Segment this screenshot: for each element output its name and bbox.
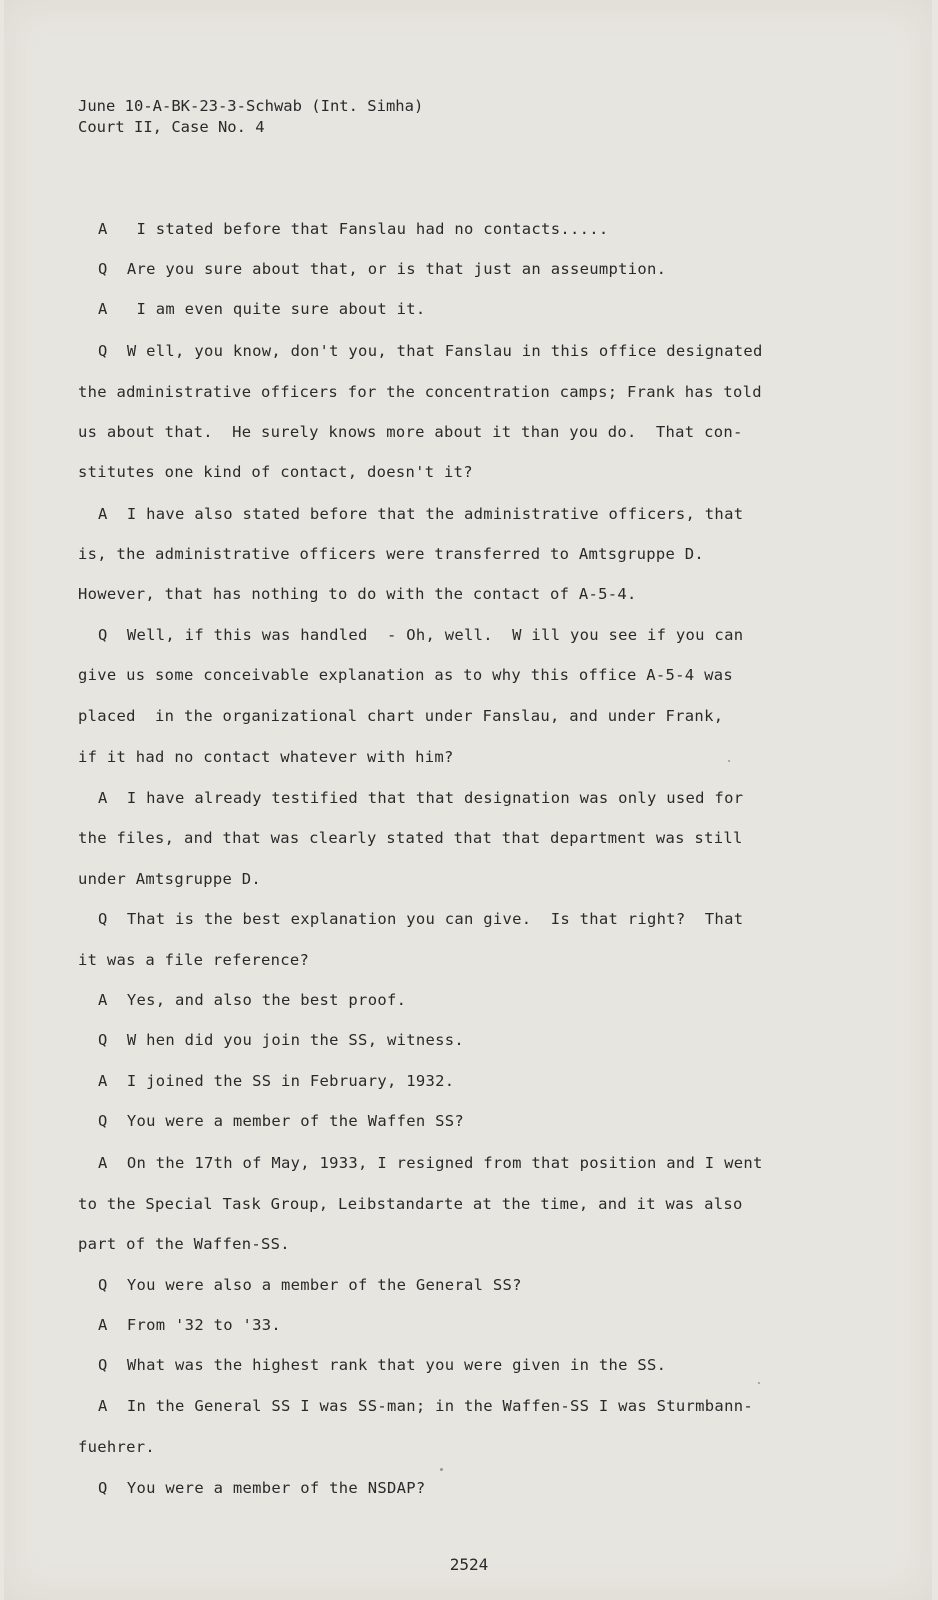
- transcript-line-16: the files, and that was clearly stated that that department was still: [78, 829, 743, 847]
- transcript-line-10: However, that has nothing to do with the contact of A-5-4.: [78, 585, 637, 603]
- transcript-line-21: Q W hen did you join the SS, witness.: [98, 1031, 465, 1049]
- transcript-line-31: fuehrer.: [78, 1438, 156, 1456]
- transcript-line-8: A I have also stated before that the administrative officers, that: [98, 505, 744, 523]
- transcript-line-23: Q You were a member of the Waffen SS?: [98, 1112, 465, 1130]
- paper-speck: [758, 1382, 760, 1384]
- page-number: 2524: [449, 1555, 489, 1574]
- transcript-line-3: A I am even quite sure about it.: [98, 300, 426, 318]
- transcript-line-20: A Yes, and also the best proof.: [98, 991, 407, 1009]
- transcript-line-19: it was a file reference?: [78, 951, 310, 969]
- transcript-line-12: give us some conceivable explanation as to why this office A-5-4 was: [78, 666, 733, 684]
- transcript-line-30: A In the General SS I was SS-man; in the Waffen-SS I was Sturmbann-: [98, 1397, 753, 1415]
- header-court-case: Court II, Case No. 4: [78, 118, 265, 136]
- transcript-line-11: Q Well, if this was handled - Oh, well. W ill you see if you can: [98, 626, 744, 644]
- transcript-line-26: part of the Waffen-SS.: [78, 1235, 290, 1253]
- transcript-line-1: A I stated before that Fanslau had no contacts.....: [98, 220, 609, 238]
- paper-speck: [728, 760, 730, 762]
- transcript-line-27: Q You were also a member of the General SS?: [98, 1276, 522, 1294]
- transcript-line-14: if it had no contact whatever with him?: [78, 748, 454, 766]
- transcript-line-22: A I joined the SS in February, 1932.: [98, 1072, 455, 1090]
- transcript-line-17: under Amtsgruppe D.: [78, 870, 262, 888]
- transcript-line-25: to the Special Task Group, Leibstandarte at the time, and it was also: [78, 1195, 743, 1213]
- transcript-line-4: Q W ell, you know, don't you, that Fanslau in this office designated: [98, 342, 763, 360]
- transcript-line-15: A I have already testified that that designation was only used for: [98, 789, 744, 807]
- header-reference: June 10-A-BK-23-3-Schwab (Int. Simha): [78, 97, 424, 115]
- transcript-line-7: stitutes one kind of contact, doesn't it?: [78, 463, 473, 481]
- transcript-line-18: Q That is the best explanation you can give. Is that right? That: [98, 910, 744, 928]
- transcript-line-24: A On the 17th of May, 1933, I resigned from that position and I went: [98, 1154, 763, 1172]
- transcript-line-13: placed in the organizational chart under Fanslau, and under Frank,: [78, 707, 724, 725]
- transcript-line-28: A From '32 to '33.: [98, 1316, 282, 1334]
- paper-speck: [440, 1468, 443, 1471]
- transcript-line-6: us about that. He surely knows more about it than you do. That con-: [78, 423, 743, 441]
- transcript-line-5: the administrative officers for the concentration camps; Frank has told: [78, 383, 762, 401]
- transcript-line-32: Q You were a member of the NSDAP?: [98, 1479, 426, 1497]
- transcript-line-9: is, the administrative officers were transferred to Amtsgruppe D.: [78, 545, 705, 563]
- transcript-line-2: Q Are you sure about that, or is that just an asseumption.: [98, 260, 667, 278]
- transcript-line-29: Q What was the highest rank that you were given in the SS.: [98, 1356, 667, 1374]
